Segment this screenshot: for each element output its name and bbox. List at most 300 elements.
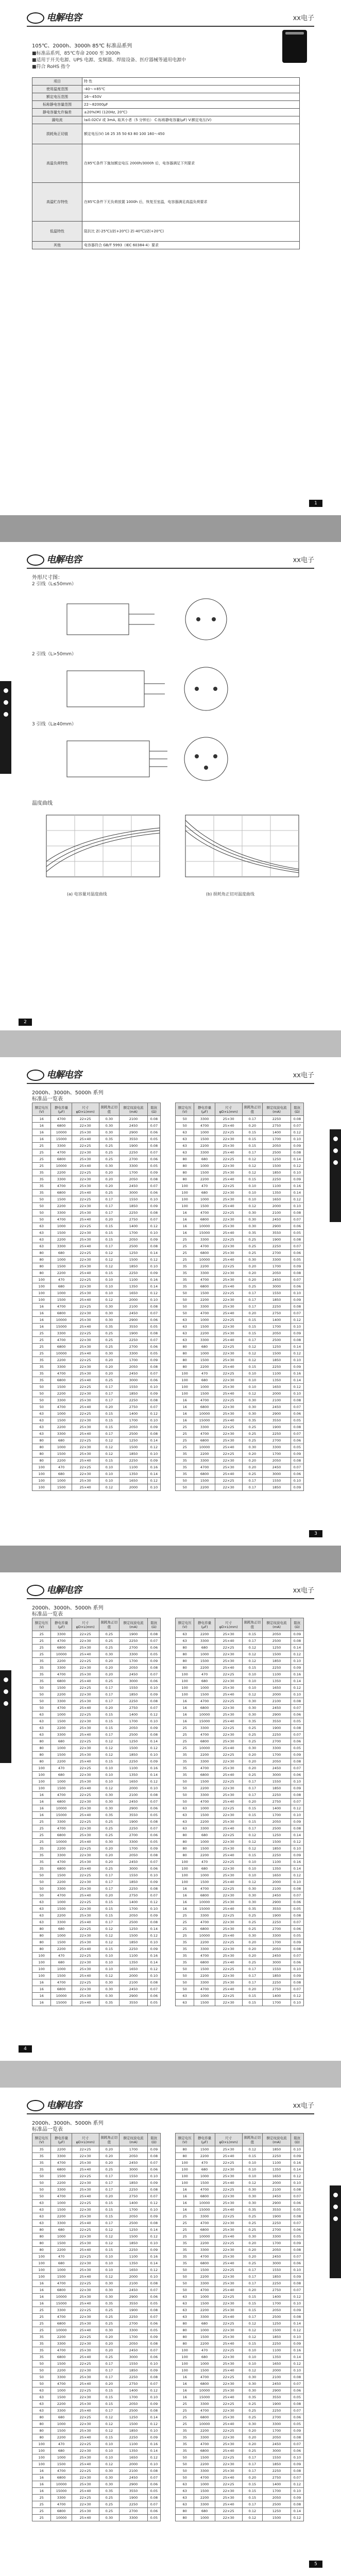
rating-header-cell: 额定电压(V) [32, 1103, 51, 1116]
rating-cell: 80 [32, 1939, 51, 1946]
rating-cell: 80 [32, 2227, 51, 2233]
rating-cell: 0.09 [147, 1691, 160, 1698]
rating-cell: 1400 [263, 2481, 291, 2488]
rating-cell: 16 [176, 1892, 194, 1899]
rating-cell: 50 [32, 2180, 51, 2187]
rating-cell: 0.15 [242, 1136, 263, 1143]
rating-cell: 10000 [51, 2327, 72, 2334]
rating-cell: 25×40 [215, 2207, 242, 2213]
table-row [176, 2193, 304, 2200]
rating-cell: 2200 [194, 1484, 215, 1491]
rating-cell: 1250 [120, 1926, 147, 1933]
rating-cell: 1500 [263, 1163, 291, 1170]
rating-cell: 25×30 [215, 1819, 242, 1825]
rating-cell: 2000 [120, 1973, 147, 1979]
rating-cell: 1000 [51, 1933, 72, 1939]
rating-cell: 680 [194, 2166, 215, 2173]
rating-cell: 0.14 [147, 2414, 160, 2421]
rating-cell: 0.20 [99, 2153, 120, 2160]
table-row [176, 1946, 304, 1953]
table-row [32, 1852, 161, 1859]
rating-cell: 0.05 [147, 1812, 160, 1819]
spec-key: 使用温度范围 [32, 86, 82, 93]
rating-cell: 0.15 [242, 2153, 263, 2160]
rating-cell: 2500 [263, 1825, 291, 1832]
rating-cell: 22×25 [215, 2240, 242, 2247]
rating-cell: 0.25 [242, 2213, 263, 2220]
rating-cell: 0.30 [99, 1986, 120, 1993]
rating-cell: 22×30 [215, 2488, 242, 2495]
rating-cell: 3300 [194, 2434, 215, 2441]
page-number: 4 [19, 2045, 32, 2053]
table-row [32, 1845, 161, 1852]
rating-cell: 16 [176, 1216, 194, 1223]
rating-cell: 0.25 [99, 1377, 120, 1384]
rating-cell: 50 [32, 1216, 51, 1223]
rating-cell: 25×30 [72, 2454, 99, 2461]
rating-cell: 25×40 [215, 1799, 242, 1805]
rating-cell: 0.25 [99, 1819, 120, 1825]
rating-cell: 1350 [120, 2448, 147, 2454]
rating-cell: 6800 [194, 2381, 215, 2387]
rating-cell: 63 [176, 1136, 194, 1143]
rating-cell: 16 [32, 1303, 51, 1310]
rating-cell: 1500 [51, 1785, 72, 1792]
rating-cell: 680 [194, 1645, 215, 1651]
rating-cell: 100 [176, 1678, 194, 1685]
rating-cell: 3300 [194, 1149, 215, 1156]
page-header [27, 1580, 314, 1599]
rating-cell: 25×40 [72, 1297, 99, 1303]
rating-cell: 35 [32, 2347, 51, 2354]
rating-cell: 0.25 [242, 1471, 263, 1478]
rating-cell: 22×25 [215, 1725, 242, 1732]
rating-cell: 25×30 [72, 1832, 99, 1839]
rating-cell: 22×25 [72, 2414, 99, 2421]
rating-cell: 22×25 [215, 1832, 242, 1839]
rating-cell: 0.17 [242, 1303, 263, 1310]
rating-cell: 0.07 [291, 1464, 303, 1471]
rating-cell: 16 [32, 2294, 51, 2300]
table-row [176, 1799, 304, 1805]
table-row [176, 2300, 304, 2307]
rating-cell: 2050 [263, 2247, 291, 2253]
rating-cell: 0.08 [147, 1852, 160, 1859]
rating-cell: 16 [32, 1116, 51, 1123]
rating-cell: 0.07 [147, 2347, 160, 2354]
table-row [32, 1718, 161, 1725]
table-row [176, 1973, 304, 1979]
table-row [32, 1283, 161, 1290]
page-number: 3 [309, 1530, 322, 1537]
table-row [176, 2240, 304, 2247]
rating-cell: 0.10 [99, 2267, 120, 2274]
rating-cell: 25×30 [215, 2334, 242, 2341]
rating-cell: 0.10 [147, 2394, 160, 2401]
rating-cell: 0.14 [147, 2227, 160, 2233]
table-row [32, 1926, 161, 1933]
rating-cell: 22×30 [72, 2501, 99, 2508]
rating-cell: 3550 [263, 1718, 291, 1725]
rating-cell: 4700 [194, 1210, 215, 1216]
rating-cell: 0.08 [291, 2280, 303, 2287]
rating-cell: 1400 [263, 2294, 291, 2300]
rating-cell: 100 [32, 1765, 51, 1772]
table-row [176, 1223, 304, 1230]
rating-cell: 2050 [263, 2307, 291, 2314]
rating-cell: 0.20 [99, 2347, 120, 2354]
rating-cell: 2450 [263, 2193, 291, 2200]
rating-cell: 1700 [263, 2488, 291, 2495]
rating-cell: 2250 [120, 1210, 147, 1216]
rating-cell: 0.10 [242, 2361, 263, 2367]
rating-cell: 25 [176, 2401, 194, 2408]
rating-header-cell: 额定电压(V) [32, 1618, 51, 1631]
rating-cell: 2250 [263, 1176, 291, 1183]
rating-cell: 0.14 [147, 1926, 160, 1933]
rating-cell: 0.09 [147, 1946, 160, 1953]
rating-cell: 25 [176, 1926, 194, 1933]
rating-cell: 0.12 [99, 1297, 120, 1303]
rating-cell: 2250 [263, 1852, 291, 1859]
rating-cell: 0.08 [291, 1979, 303, 1986]
rating-cell: 0.20 [242, 1263, 263, 1270]
rating-cell: 2200 [51, 1845, 72, 1852]
rating-cell: 2500 [263, 1149, 291, 1156]
rating-cell: 1000 [51, 2387, 72, 2394]
rating-cell: 50 [176, 1785, 194, 1792]
rating-cell: 25×30 [72, 1397, 99, 1404]
rating-cell: 4700 [194, 1123, 215, 1129]
rating-cell: 1100 [263, 1859, 291, 1866]
rating-cell: 25×40 [215, 1852, 242, 1859]
rating-cell: 0.10 [99, 1471, 120, 1478]
table-row [176, 1645, 304, 1651]
rating-cell: 25 [176, 2408, 194, 2414]
rating-cell: 2250 [120, 2434, 147, 2441]
rating-cell: 25×40 [215, 1149, 242, 1156]
rating-cell: 0.12 [99, 1785, 120, 1792]
rating-cell: 0.20 [99, 1892, 120, 1899]
rating-cell: 2750 [263, 1123, 291, 1129]
table-row [32, 1216, 161, 1223]
rating-cell: 16 [32, 2287, 51, 2294]
rating-cell: 25×40 [72, 2300, 99, 2307]
rating-cell: 0.10 [99, 1277, 120, 1283]
table-row [32, 1933, 161, 1939]
rating-cell: 35 [32, 2160, 51, 2166]
rating-cell: 25×40 [72, 1216, 99, 1223]
rating-cell: 22×30 [72, 1691, 99, 1698]
rating-cell: 35 [176, 1283, 194, 1290]
rating-cell: 0.05 [291, 1230, 303, 1236]
rating-cell: 2500 [263, 2314, 291, 2320]
rating-cell: 0.05 [291, 1444, 303, 1451]
rating-cell: 25×30 [72, 1236, 99, 1243]
rating-cell: 0.30 [99, 1116, 120, 1123]
rating-cell: 4700 [51, 1116, 72, 1123]
rating-cell: 3000 [120, 2166, 147, 2173]
table-row [32, 1391, 161, 1397]
rating-cell: 22×30 [215, 1892, 242, 1899]
rating-cell: 25×30 [72, 1805, 99, 1812]
table-row [32, 1912, 161, 1919]
table-row [176, 1236, 304, 1243]
rating-cell: 0.12 [147, 2267, 160, 2274]
rating-cell: 3300 [194, 1236, 215, 1243]
rating-cell: 25×30 [215, 1872, 242, 1879]
rating-cell: 22×25 [215, 1129, 242, 1136]
rating-cell: 1500 [194, 1136, 215, 1143]
rating-cell: 80 [176, 1350, 194, 1357]
rating-cell: 0.17 [242, 1484, 263, 1491]
rating-cell: 3300 [51, 1886, 72, 1892]
rating-table [175, 1618, 304, 2006]
rating-cell: 50 [32, 1210, 51, 1216]
rating-cell: 25×30 [215, 1926, 242, 1933]
rating-cell: 0.12 [291, 2294, 303, 2300]
rating-cell: 0.25 [99, 2314, 120, 2320]
rating-cell: 100 [32, 1277, 51, 1283]
rating-header-cell: 静电容量(μF) [51, 1103, 72, 1116]
rating-cell: 1550 [263, 1478, 291, 1484]
rating-cell: 25×40 [215, 1879, 242, 1886]
table-row [176, 1310, 304, 1317]
rating-header-cell: 尺寸 φD×L(mm) [72, 2133, 99, 2146]
rating-cell: 22×30 [215, 2300, 242, 2307]
rating-cell: 100 [32, 1772, 51, 1778]
rating-cell: 3550 [120, 1136, 147, 1143]
rating-cell: 2100 [263, 2187, 291, 2193]
rating-cell: 0.06 [147, 1805, 160, 1812]
rating-cell: 470 [194, 2347, 215, 2354]
rating-cell: 0.12 [99, 1933, 120, 1939]
table-row [32, 1986, 161, 1993]
rating-cell: 0.10 [99, 2253, 120, 2260]
rating-cell: 80 [32, 1946, 51, 1953]
rating-cell: 0.14 [147, 1959, 160, 1966]
rating-cell: 0.07 [291, 1765, 303, 1772]
rating-cell: 22×25 [215, 2481, 242, 2488]
rating-cell: 22×25 [72, 1845, 99, 1852]
rating-cell: 0.10 [99, 1772, 120, 1778]
rating-cell: 25×40 [72, 2354, 99, 2361]
rating-cell: 0.25 [242, 2260, 263, 2267]
rating-cell: 0.15 [242, 1665, 263, 1671]
rating-cell: 3300 [120, 1163, 147, 1170]
rating-cell: 0.16 [147, 1464, 160, 1471]
rating-cell: 0.09 [147, 1391, 160, 1397]
rating-cell: 2200 [194, 1665, 215, 1671]
rating-cell: 25×40 [215, 1391, 242, 1397]
rating-cell: 1500 [194, 2300, 215, 2307]
rating-cell: 0.25 [99, 1156, 120, 1163]
rating-cell: 25 [176, 2213, 194, 2220]
rating-cell: 6800 [51, 1832, 72, 1839]
rating-cell: 1100 [263, 1671, 291, 1678]
rating-cell: 0.17 [242, 1792, 263, 1799]
rating-cell: 22×25 [215, 2320, 242, 2327]
rating-cell: 0.20 [99, 1705, 120, 1711]
rating-cell: 0.09 [147, 2180, 160, 2187]
rating-cell: 80 [176, 1645, 194, 1651]
rating-cell: 0.17 [99, 1384, 120, 1391]
rating-cell: 3300 [51, 1243, 72, 1250]
rating-cell: 25 [176, 1236, 194, 1243]
rating-cell: 2200 [194, 1785, 215, 1792]
table-row [176, 1464, 304, 1471]
table-row [176, 2501, 304, 2508]
rating-cell: 25×30 [215, 2253, 242, 2260]
rating-cell: 4700 [194, 2253, 215, 2260]
rating-table [32, 1103, 161, 1491]
rating-cell: 0.15 [99, 2213, 120, 2220]
rating-cell: 0.12 [99, 1745, 120, 1752]
table-row [32, 2240, 161, 2247]
rating-cell: 63 [176, 1149, 194, 1156]
rating-cell: 0.12 [147, 1899, 160, 1906]
rating-cell: 80 [176, 1832, 194, 1839]
rating-cell: 25×30 [215, 1303, 242, 1310]
rating-cell: 63 [32, 1912, 51, 1919]
table-row [32, 2207, 161, 2213]
table-row [32, 1819, 161, 1825]
capacitor-photo [282, 30, 307, 63]
rating-cell: 25×40 [72, 1243, 99, 1250]
table-row [32, 2200, 161, 2207]
rating-cell: 50 [176, 1973, 194, 1979]
rating-cell: 0.07 [291, 2381, 303, 2387]
rating-cell: 1650 [263, 1685, 291, 1691]
rating-cell: 1500 [194, 1478, 215, 1484]
table-row [176, 1745, 304, 1752]
rating-cell: 50 [176, 2468, 194, 2475]
rating-cell: 2050 [263, 1330, 291, 1337]
rating-cell: 80 [32, 1758, 51, 1765]
page-number: 1 [309, 500, 322, 507]
rating-cell: 0.12 [147, 1257, 160, 1263]
rating-cell: 1000 [51, 1778, 72, 1785]
rating-cell: 25×30 [72, 1156, 99, 1163]
rating-cell: 2100 [263, 1886, 291, 1892]
rating-cell: 22×30 [215, 1973, 242, 1979]
table-row [32, 2448, 161, 2454]
table-row [176, 2146, 304, 2153]
table-row [32, 2160, 161, 2166]
rating-cell: 0.30 [99, 1979, 120, 1986]
rating-cell: 22×25 [72, 2307, 99, 2314]
rating-cell: 35 [176, 2428, 194, 2434]
rating-header-cell: 阻抗(Ω) [291, 2133, 303, 2146]
table-row [176, 1671, 304, 1678]
table-row [32, 1297, 161, 1303]
rating-cell: 0.17 [99, 2173, 120, 2180]
rating-cell: 0.08 [147, 1631, 160, 1638]
rating-cell: 25×30 [72, 1752, 99, 1758]
rating-cell: 0.12 [242, 1839, 263, 1845]
rating-cell: 2700 [263, 1250, 291, 1257]
rating-cell: 16 [32, 2475, 51, 2481]
rating-cell: 50 [32, 2173, 51, 2180]
rating-cell: 3000 [263, 1772, 291, 1778]
rating-cell: 22×25 [72, 2361, 99, 2367]
rating-cell: 25×30 [72, 2160, 99, 2166]
rating-cell: 25 [32, 1330, 51, 1337]
rating-cell: 63 [32, 1424, 51, 1431]
table-row [32, 2481, 161, 2488]
rating-cell: 0.06 [147, 2481, 160, 2488]
rating-cell: 0.10 [99, 1765, 120, 1772]
rating-cell: 0.16 [291, 1671, 303, 1678]
rating-cell: 22×25 [72, 1116, 99, 1123]
rating-cell: 2250 [120, 2247, 147, 2253]
rating-cell: 80 [32, 1752, 51, 1758]
rating-cell: 0.12 [242, 1658, 263, 1665]
table-row [176, 1283, 304, 1290]
rating-cell: 35 [176, 2253, 194, 2260]
rating-cell: 1700 [263, 1812, 291, 1819]
rating-cell: 1850 [120, 1263, 147, 1270]
rating-cell: 0.35 [99, 1812, 120, 1819]
rating-cell: 0.12 [242, 2515, 263, 2521]
rating-cell: 63 [176, 1337, 194, 1344]
rating-cell: 25×40 [215, 1417, 242, 1424]
rating-cell: 22×25 [72, 2280, 99, 2287]
table-row [176, 1270, 304, 1277]
rating-cell: 25×30 [215, 1357, 242, 1364]
rating-cell: 100 [176, 2173, 194, 2180]
rating-cell: 0.17 [99, 1691, 120, 1698]
rating-cell: 0.30 [242, 2374, 263, 2381]
rating-cell: 100 [176, 1671, 194, 1678]
rating-cell: 0.15 [99, 1906, 120, 1912]
rating-cell: 2200 [51, 1946, 72, 1953]
rating-cell: 1500 [194, 1170, 215, 1176]
page-2 [0, 542, 341, 1030]
rating-cell: 3300 [120, 1651, 147, 1658]
table-row [32, 1892, 161, 1899]
rating-cell: 2700 [120, 1832, 147, 1839]
rating-cell: 80 [32, 1926, 51, 1933]
rating-cell: 22×30 [72, 1665, 99, 1671]
rating-cell: 0.06 [291, 1223, 303, 1230]
rating-cell: 1500 [194, 1658, 215, 1665]
rating-cell: 50 [32, 1698, 51, 1705]
rating-cell: 1500 [263, 1350, 291, 1357]
rating-cell: 0.09 [147, 1357, 160, 1364]
rating-cell: 1700 [120, 2394, 147, 2401]
rating-cell: 6800 [194, 1772, 215, 1778]
rating-cell: 0.15 [242, 2341, 263, 2347]
rating-cell: 1500 [51, 2428, 72, 2434]
rating-cell: 0.15 [242, 2488, 263, 2495]
rating-cell: 0.12 [291, 1196, 303, 1203]
rating-cell: 25×40 [215, 2421, 242, 2428]
rating-cell: 0.08 [291, 1946, 303, 1953]
rating-cell: 3300 [51, 2220, 72, 2227]
rating-cell: 0.17 [242, 1825, 263, 1832]
rating-cell: 0.07 [147, 1671, 160, 1678]
rating-cell: 22×25 [72, 1196, 99, 1203]
rating-cell: 25 [176, 1919, 194, 1926]
rating-cell: 0.10 [99, 1283, 120, 1290]
rating-cell: 10000 [194, 1444, 215, 1451]
rating-cell: 0.25 [99, 1143, 120, 1149]
rating-cell: 0.10 [99, 1953, 120, 1959]
rating-cell: 1700 [120, 1357, 147, 1364]
rating-cell: 1500 [51, 1872, 72, 1879]
rating-cell: 63 [176, 2307, 194, 2314]
